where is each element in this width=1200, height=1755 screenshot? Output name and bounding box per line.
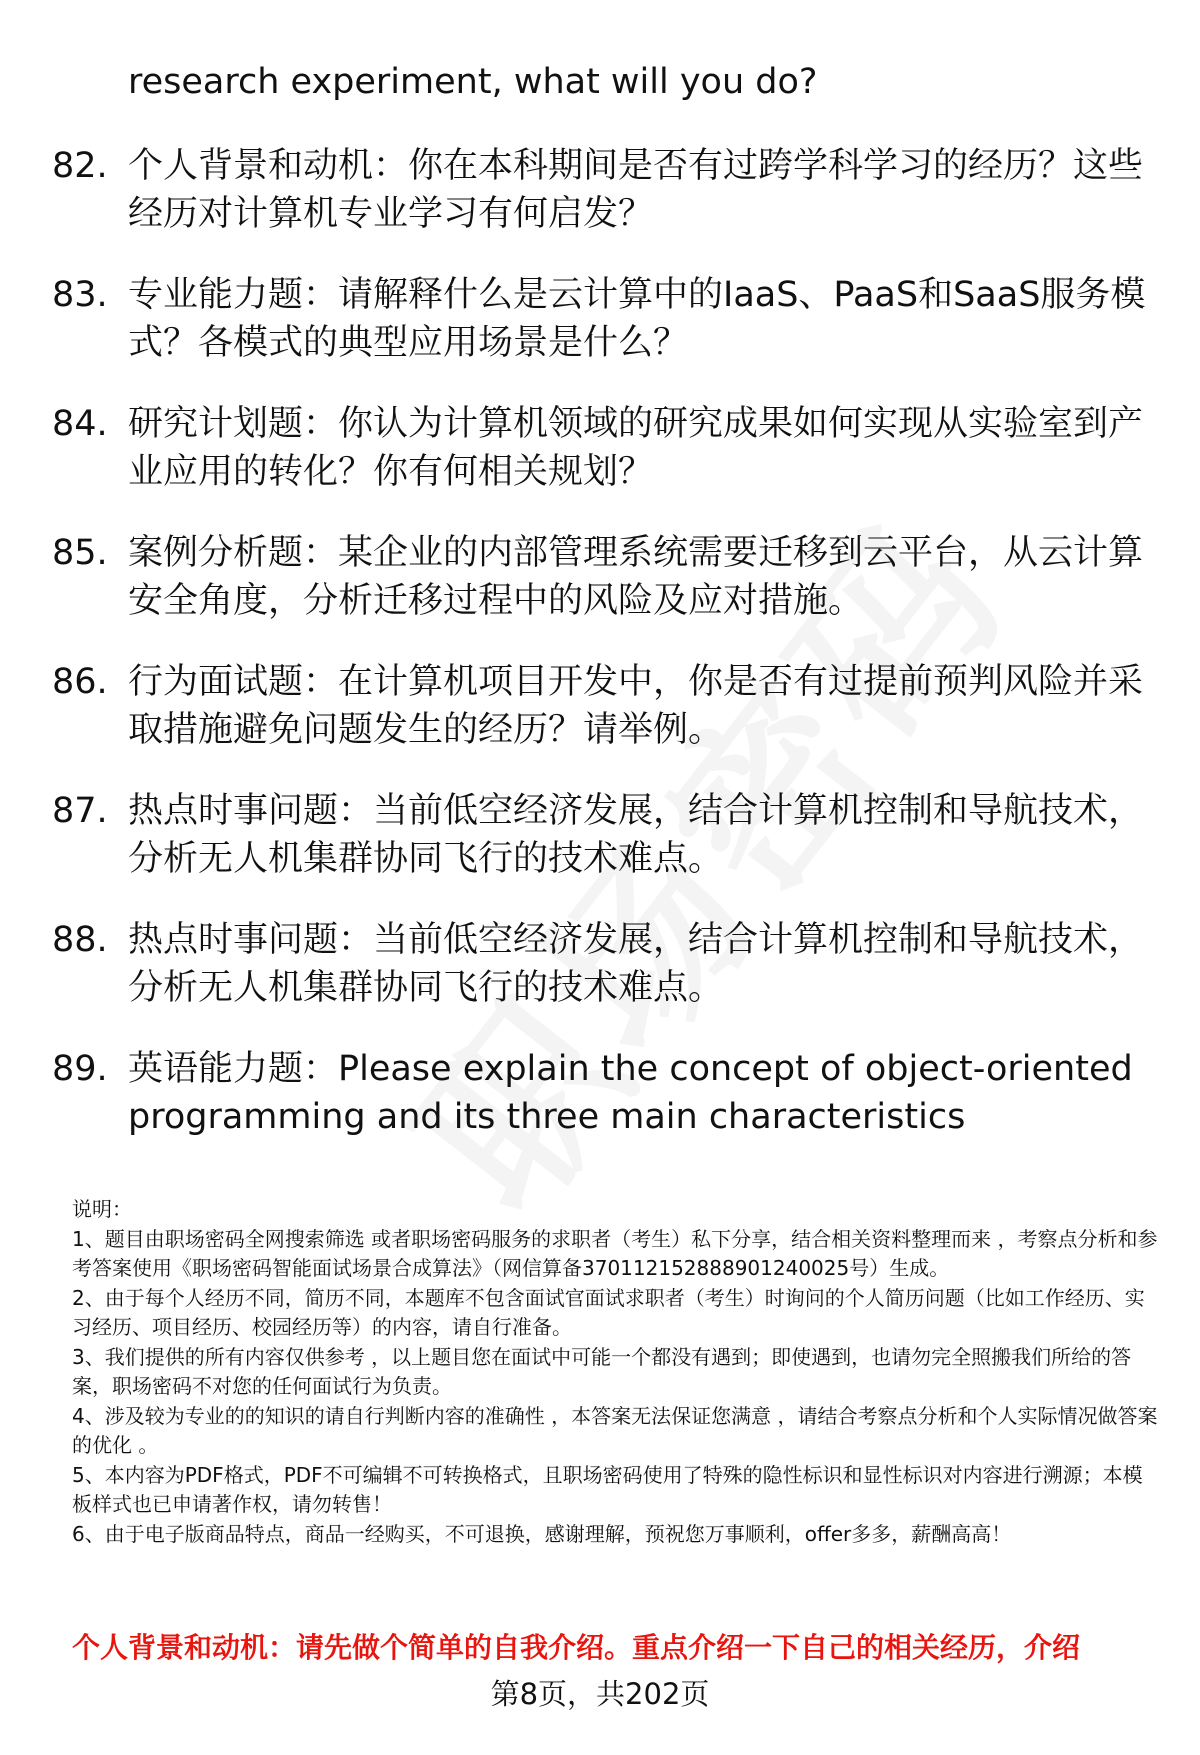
question-item (52, 400, 1172, 496)
note-item: 2、由于每个人经历不同，简历不同，本题库不包含面试官面试求职者（考生）时询问的个人简历问题（比如工作经历、实习经历、项目经历、校园经历等）的内容，请自行准备。 (72, 1285, 1145, 1339)
question-number: 89. (52, 1049, 108, 1089)
question-item (52, 271, 1172, 367)
note-item: 6、由于电子版商品特点，商品一经购买，不可退换，感谢理解，预祝您万事顺利，offer多多，薪酬高高！ (72, 1521, 1012, 1546)
lead-line: research experiment, what will you do? (128, 62, 818, 102)
question-number: 85. (52, 533, 108, 573)
question-number: 84. (52, 404, 108, 444)
question-number: 83. (52, 275, 108, 315)
question-text: 个人背景和动机：你在本科期间是否有过跨学科学习的经历？这些经历对计算机专业学习有何启发？ (128, 146, 1144, 234)
question-number: 82. (52, 146, 108, 186)
note-item: 1、题目由职场密码全网搜索筛选 或者职场密码服务的求职者（考生）私下分享，结合相关资料整理而来 ，考察点分析和参考答案使用《职场密码智能面试场景合成算法》（网信算备370112152888901240025号）生成。 (72, 1226, 1158, 1280)
note-item: 4、涉及较为专业的的知识的请自行判断内容的准确性 ，本答案无法保证您满意 ，请结合考察点分析和个人实际情况做答案的优化 。 (72, 1403, 1158, 1457)
notes-section (72, 1195, 1162, 1549)
page-number: 第8页，共202页 (490, 1677, 710, 1711)
question-number: 88. (52, 920, 108, 960)
question-item (52, 916, 1172, 1012)
question-item (52, 142, 1172, 238)
question-item (52, 658, 1172, 754)
question-number: 86. (52, 662, 108, 702)
notes-title: 说明： (72, 1197, 132, 1221)
note-item: 5、本内容为PDF格式，PDF不可编辑不可转换格式，且职场密码使用了特殊的隐性标识和显性标识对内容进行溯源；本模板样式也已申请著作权，请勿转售！ (72, 1462, 1143, 1516)
question-text: 热点时事问题：当前低空经济发展，结合计算机控制和导航技术，分析无人机集群协同飞行的技术难点。 (128, 791, 1144, 879)
red-highlight-line: 个人背景和动机：请先做个简单的自我介绍。重点介绍一下自己的相关经历，介绍 (72, 1631, 1081, 1664)
question-number: 87. (52, 791, 108, 831)
question-text: 研究计划题：你认为计算机领域的研究成果如何实现从实验室到产业应用的转化？你有何相关规划？ (128, 404, 1144, 492)
question-text: 行为面试题：在计算机项目开发中，你是否有过提前预判风险并采取措施避免问题发生的经历？请举例。 (128, 662, 1144, 750)
note-item: 3、我们提供的所有内容仅供参考 ，以上题目您在面试中可能一个都没有遇到；即使遇到，也请勿完全照搬我们所给的答案，职场密码不对您的任何面试行为负责。 (72, 1344, 1132, 1398)
question-item (52, 1045, 1172, 1141)
question-text: 专业能力题：请解释什么是云计算中的IaaS、PaaS和SaaS服务模式？各模式的典型应用场景是什么？ (128, 275, 1146, 363)
question-text: 案例分析题：某企业的内部管理系统需要迁移到云平台，从云计算安全角度，分析迁移过程中的风险及应对措施。 (128, 533, 1144, 621)
question-list (52, 142, 1172, 1174)
question-text: 英语能力题：Please explain the concept of object-oriented programming and its three main characteristics (128, 1049, 1133, 1137)
question-item (52, 787, 1172, 883)
question-item (52, 529, 1172, 625)
question-text: 热点时事问题：当前低空经济发展，结合计算机控制和导航技术，分析无人机集群协同飞行的技术难点。 (128, 920, 1144, 1008)
